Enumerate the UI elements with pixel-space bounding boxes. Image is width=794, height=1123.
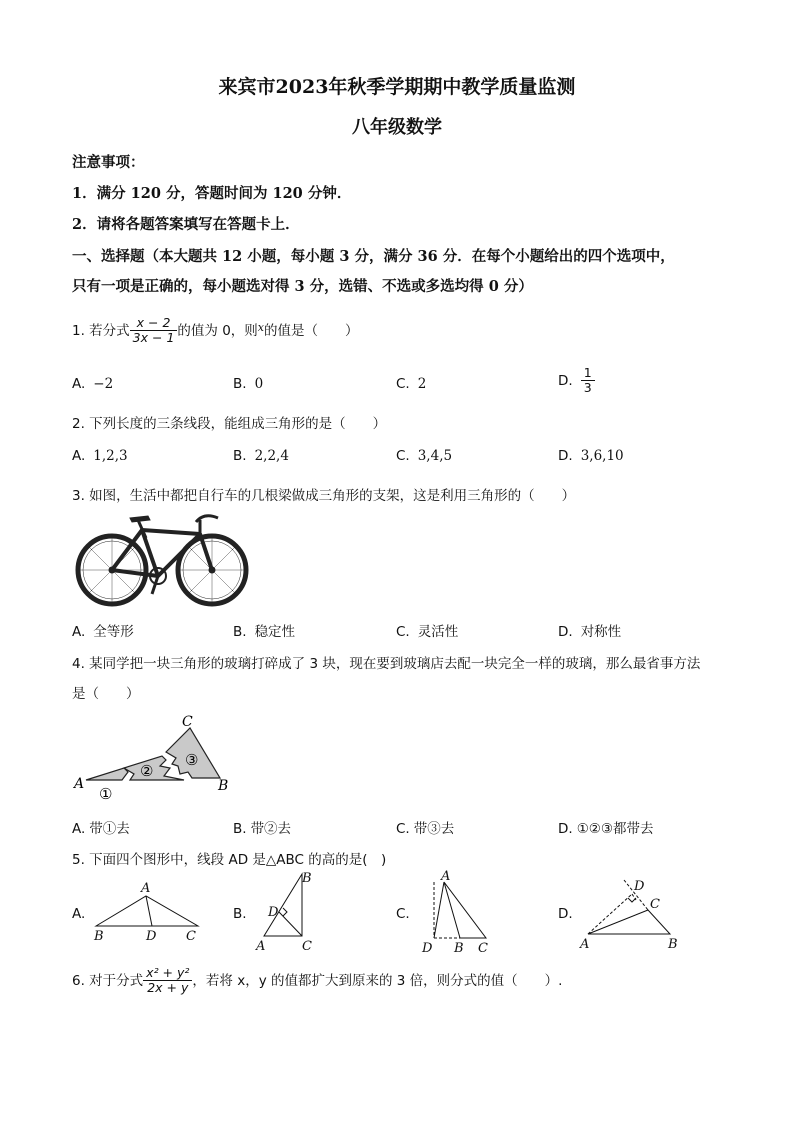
svg-text:C: C: [478, 941, 488, 956]
page-subtitle: 八年级数学: [352, 117, 442, 138]
q4-option-a[interactable]: A. 带①去: [72, 821, 130, 837]
bicycle-figure: [72, 508, 252, 608]
q1-fraction-numerator: x − 2: [130, 316, 178, 331]
question-6: [72, 966, 562, 996]
q1-option-b[interactable]: B. 0: [233, 376, 264, 392]
q3-option-c[interactable]: C. 灵活性: [396, 624, 459, 640]
notes-heading: 注意事项：: [72, 154, 145, 171]
q5-option-a[interactable]: A.: [72, 906, 86, 922]
svg-text:A: A: [256, 939, 266, 954]
question-3: 3. 如图，生活中都把自行车的几根梁做成三角形的支架，这是利用三角形的（ ）: [72, 488, 576, 504]
q1-variable: x: [257, 320, 265, 334]
glass-piece-3: ③: [185, 751, 199, 769]
svg-text:B: B: [668, 937, 678, 952]
svg-text:D: D: [422, 941, 433, 956]
q1-option-c[interactable]: C. 2: [396, 376, 427, 392]
svg-text:C: C: [650, 897, 660, 912]
q2-option-a[interactable]: A. 1,2,3: [72, 448, 128, 464]
bicycle-icon: [78, 516, 246, 604]
glass-piece-2: ②: [140, 762, 154, 780]
q3-option-a[interactable]: A. 全等形: [72, 624, 134, 640]
svg-text:D: D: [634, 879, 645, 894]
question-4-line1: 4. 某同学把一块三角形的玻璃打碎成了 3 块，现在要到玻璃店去配一块完全一样的玻璃，那么最省事方法: [72, 656, 701, 672]
glass-piece-1: ①: [99, 785, 113, 803]
q1-option-d-fraction: $\frac{1}{3}$: [581, 366, 595, 396]
question-5: 5. 下面四个图形中，线段 AD 是△ABC 的高的是( ): [72, 852, 387, 868]
svg-text:A: A: [141, 881, 151, 896]
q6-stem-post: ，若将 x，y 的值都扩大到原来的 3 倍，则分式的值（ ）.: [192, 972, 563, 989]
page-title: 来宾市2023年秋季学期期中教学质量监测: [218, 76, 576, 98]
svg-text:C: C: [186, 929, 196, 944]
q5-figure-a: [88, 878, 208, 944]
question-1: [72, 316, 359, 346]
svg-text:B: B: [94, 929, 104, 944]
broken-glass-figure: [72, 710, 242, 806]
svg-text:B: B: [454, 941, 464, 956]
q1-stem-post: 的值是（ ）: [264, 322, 359, 339]
glass-label-a: A: [74, 776, 85, 792]
svg-text:D: D: [268, 905, 279, 920]
section-heading-line1: 一、选择题（本大题共 12 小题，每小题 3 分，满分 36 分．在每个小题给出的四个选项中，: [72, 248, 675, 265]
q6-fraction-denominator: 2x + y: [147, 980, 189, 996]
q1-fraction: [130, 316, 178, 346]
svg-text:A: A: [580, 937, 590, 952]
q5-option-d[interactable]: D.: [558, 906, 573, 922]
glass-label-c: C: [182, 714, 193, 730]
q1-stem-pre: 1. 若分式: [72, 322, 130, 339]
q6-fraction-numerator: x² + y²: [143, 966, 192, 981]
q2-option-b[interactable]: B. 2,2,4: [233, 448, 289, 464]
svg-text:A: A: [441, 869, 451, 884]
q2-option-c[interactable]: C. 3,4,5: [396, 448, 453, 464]
q1-stem-mid: 的值为 0，则: [177, 322, 258, 339]
q5-figure-b: [252, 868, 332, 956]
note-item: 1．满分 120 分，答题时间为 120 分钟．: [72, 185, 352, 202]
note-item: 2．请将各题答案填写在答题卡上．: [72, 216, 300, 233]
q6-stem-pre: 6. 对于分式: [72, 972, 144, 989]
svg-text:D: D: [146, 929, 157, 944]
glass-label-b: B: [218, 778, 229, 794]
q5-figure-c: [416, 866, 498, 958]
q3-option-d[interactable]: D. 对称性: [558, 624, 622, 640]
q1-option-d[interactable]: D. $\frac{1}{3}$: [558, 366, 595, 396]
q4-option-c[interactable]: C. 带③去: [396, 821, 455, 837]
svg-text:C: C: [302, 939, 312, 954]
q2-option-d[interactable]: D. 3,6,10: [558, 448, 624, 464]
question-2: 2. 下列长度的三条线段，能组成三角形的是（ ）: [72, 416, 387, 432]
q1-option-a[interactable]: A. −2: [72, 376, 114, 392]
question-4-line2: 是（ ）: [72, 686, 140, 702]
q4-option-b[interactable]: B. 带②去: [233, 821, 292, 837]
q5-option-b[interactable]: B.: [233, 906, 247, 922]
q5-option-c[interactable]: C.: [396, 906, 410, 922]
section-heading-line2: 只有一项是正确的，每小题选对得 3 分，选错、不选或多选均得 0 分）: [72, 278, 533, 295]
q6-fraction: [143, 966, 192, 996]
q5-figure-d: [576, 870, 686, 952]
q1-fraction-denominator: 3x − 1: [132, 330, 175, 346]
svg-text:B: B: [302, 871, 312, 886]
q3-option-b[interactable]: B. 稳定性: [233, 624, 296, 640]
q4-option-d[interactable]: D. ①②③都带去: [558, 821, 654, 837]
